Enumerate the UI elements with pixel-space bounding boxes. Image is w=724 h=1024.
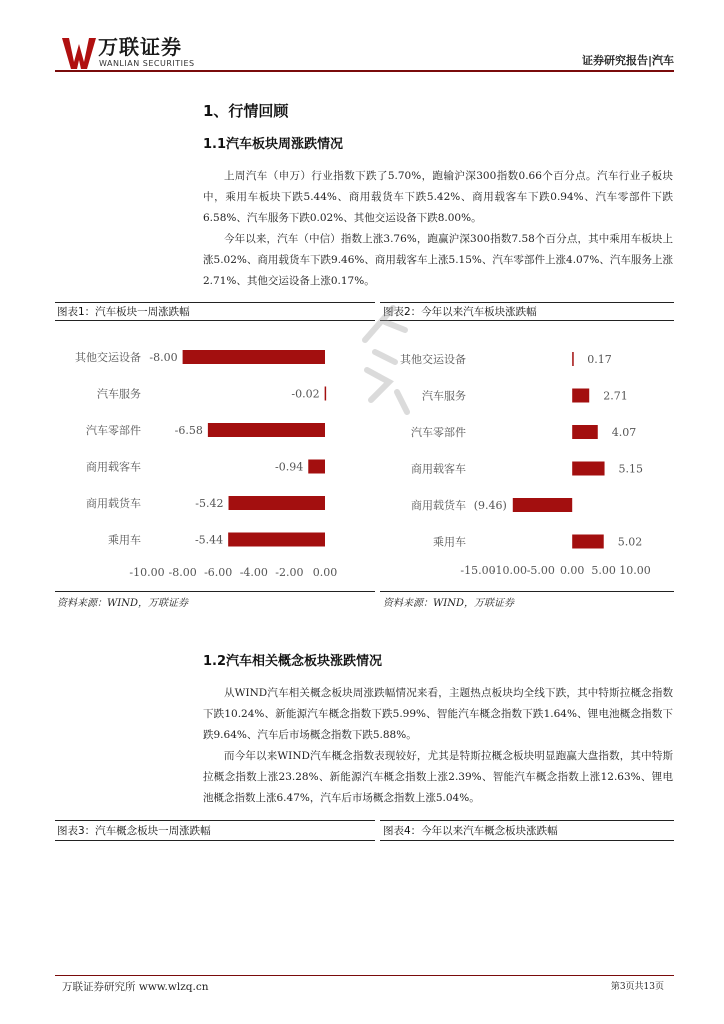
tick-label: 10.00 (619, 564, 651, 577)
value-label: -5.44 (194, 533, 224, 547)
bar-1 (572, 389, 589, 403)
fig2-source: 资料来源：WIND，万联证券 (383, 598, 514, 609)
fig2-title: 图表2：今年以来汽车板块涨跌幅 (383, 306, 537, 318)
value-label: 2.71 (603, 389, 628, 403)
page-number: 第3页共13页 (610, 982, 664, 992)
bar-4 (513, 498, 572, 512)
bar-1 (325, 387, 327, 401)
fig3-title-rule (55, 840, 375, 841)
value-label: -8.00 (149, 351, 178, 364)
category-label: 乘用车 (108, 533, 141, 547)
category-label: 汽车零部件 (411, 426, 466, 439)
fig3-top-rule (55, 820, 375, 821)
category-label: 汽车服务 (422, 389, 466, 403)
category-label: 其他交运设备 (400, 353, 466, 366)
bar-0 (183, 350, 325, 364)
category-label: 商用载货车 (411, 499, 466, 512)
tick-label: 0.00 (312, 566, 338, 579)
category-label: 汽车服务 (97, 387, 141, 401)
footer-institute: 万联证券研究所 www.wlzq.cn (62, 981, 209, 993)
report-type: 证券研究报告|汽车 (581, 54, 674, 67)
company-logo (62, 36, 212, 72)
bar-3 (572, 462, 604, 476)
value-label: 4.07 (611, 426, 637, 439)
fig1-source: 资料来源：WIND，万联证券 (57, 598, 188, 609)
category-label: 乘用车 (433, 535, 466, 549)
subsection-title-1-2: 1.2汽车相关概念板块涨跌情况 (203, 654, 383, 669)
tick-label: 5.00 (591, 564, 616, 577)
paragraph-ytd: 今年以来，汽车（中信）指数上涨3.76%，跑赢沪深300指数7.58个百分点，其中乘用车板块上涨5.02%、商用载货车下跌9.46%、商用载客车上涨5.15%、汽车零部件上涨4.07%、汽车服务上涨2.71%、其他交运设备上涨0.17%。 (203, 233, 673, 287)
fig4-title: 图表4：今年以来汽车概念板块涨跌幅 (383, 825, 558, 837)
value-label: 5.15 (618, 462, 644, 476)
bar-4 (229, 496, 325, 510)
value-label: 5.02 (617, 535, 643, 549)
category-label: 商用载货车 (86, 497, 141, 510)
bar-5 (572, 535, 604, 549)
tick-label: -10.00 (491, 564, 528, 577)
tick-label: 0.00 (559, 564, 585, 577)
category-label: 其他交运设备 (75, 351, 141, 364)
header-divider (55, 70, 674, 72)
tick-label: -10.00 (129, 566, 165, 579)
ytd-change-chart (380, 322, 674, 590)
logo-english-name: WANLIAN SECURITIES (99, 59, 195, 68)
tick-label: -4.00 (239, 566, 268, 579)
value-label: -5.42 (195, 497, 224, 510)
fig1-bottom-rule (55, 591, 375, 592)
fig4-title-rule (380, 840, 674, 841)
paragraph-weekly: 上周汽车（申万）行业指数下跌了5.70%，跑输沪深300指数0.66个百分点。汽车行业子板块中，乘用车板块下跌5.44%、商用载货车下跌5.42%、商用载客车下跌0.94%、汽车零部件下跌6.58%、汽车服务下跌0.02%、其他交运设备下跌8.00%。 (203, 170, 673, 224)
footer-divider (55, 975, 674, 976)
fig4-top-rule (380, 820, 674, 821)
bar-2 (572, 425, 598, 439)
fig1-top-rule (55, 302, 375, 303)
bar-3 (308, 460, 325, 474)
tick-label: -15.00 (460, 564, 496, 577)
paragraph-concept-ytd: 而今年以来WIND汽车概念指数表现较好，尤其是特斯拉概念板块明显跑赢大盘指数，其中特斯拉概念指数上涨23.28%、新能源汽车概念指数上涨2.39%、智能汽车概念指数上涨12.63%、锂电池概念指数上涨6.47%，汽车后市场概念指数上涨5.04%。 (203, 750, 673, 804)
fig1-title-rule (55, 320, 375, 321)
section-title: 1、行情回顾 (203, 102, 289, 120)
logo-w-mark (62, 36, 96, 70)
tick-label: -2.00 (275, 566, 304, 579)
category-label: 商用载客车 (86, 460, 141, 474)
watermark-graphic (345, 300, 415, 420)
tick-label: -8.00 (168, 566, 197, 579)
value-label: (9.46) (473, 499, 507, 512)
category-label: 汽车零部件 (86, 424, 141, 437)
subsection-title-1-1: 1.1汽车板块周涨跌情况 (203, 137, 344, 152)
value-label: -0.94 (275, 460, 304, 474)
tick-label: -6.00 (204, 566, 233, 579)
fig2-bottom-rule (380, 591, 674, 592)
paragraph-concept-weekly: 从WIND汽车相关概念板块周涨跌幅情况来看，主题热点板块均全线下跌，其中特斯拉概念指数下跌10.24%、新能源汽车概念指数下跌5.99%、智能汽车概念指数下跌1.64%、锂电池概念指数下跌9.64%、汽车后市场概念指数下跌5.88%。 (203, 687, 673, 741)
value-label: 0.17 (587, 353, 612, 366)
fig2-top-rule (380, 302, 674, 303)
value-label: -0.02 (291, 387, 320, 401)
fig1-title: 图表1：汽车板块一周涨跌幅 (57, 306, 190, 318)
fig3-title: 图表3：汽车概念板块一周涨跌幅 (57, 825, 211, 837)
category-label: 商用载客车 (411, 462, 466, 476)
weekly-change-chart (55, 322, 375, 590)
fig2-title-rule (380, 320, 674, 321)
bar-5 (228, 533, 325, 547)
value-label: -6.58 (174, 424, 203, 437)
logo-chinese-name: 万联证券 (98, 35, 182, 59)
bar-0 (572, 352, 574, 366)
tick-label: -5.00 (526, 564, 555, 577)
bar-2 (208, 423, 325, 437)
